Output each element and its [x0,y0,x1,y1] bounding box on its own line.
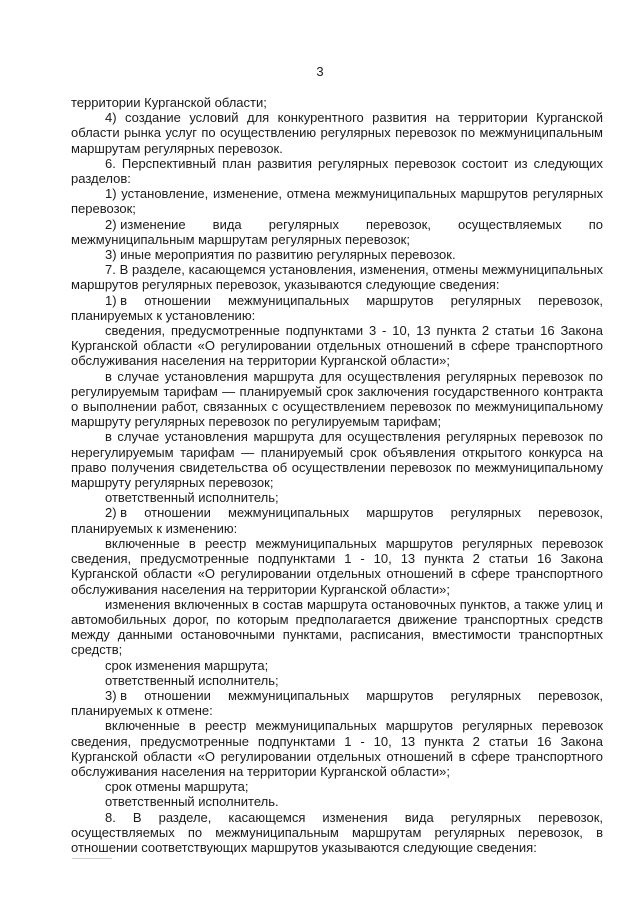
word: перевозок, [538,292,603,308]
paragraph-cancel-deadline: срок отмены маршрута; [105,779,249,795]
paragraph-subitem-2-rest: планируемых к изменению: [71,520,238,536]
paragraph-subitem-1-rest: планируемых к установлению: [71,307,256,323]
word: отношении [144,687,211,703]
paragraph-subitem-2-line [71,505,603,520]
paragraph-item-3-sections: 3) иные мероприятия по развитию регулярных перевозок. [105,247,456,263]
word: 1) в [105,292,128,308]
scan-artifact [72,858,112,859]
paragraph-item-1-sections: 1) установление, изменение, отмена межмуниципальных маршрутов регулярных перевозок; [71,186,603,217]
word: межмуниципальных [227,292,350,308]
word: перевозок, [366,216,431,232]
paragraph-regulated-tariffs: в случае установления маршрута для осуществления регулярных перевозок по регулируемым тарифам — планируемый срок заключения государственного контракта о выполнении работ, связанных с осуществлением перевозок по межмуниципальному маршруту регулярных перевозок по регулируемым тарифам; [71,368,603,430]
paragraph-item-2-sections-rest: межмуниципальным маршрутам регулярных перевозок; [71,231,410,247]
paragraph-subitem-3-line [71,688,603,703]
paragraph-subitem-1-line [71,293,603,308]
word: регулярных [268,216,339,232]
word: перевозок, [538,505,603,521]
paragraph-section-7: 7. В разделе, касающемся установления, изменения, отмены межмуниципальных маршрутов регулярных перевозок, указываются следующие сведения: [71,262,603,293]
word: вида [212,216,242,232]
page-number: 3 [316,64,324,79]
document-body [71,95,603,855]
word: отношении [144,292,211,308]
paragraph-section-6: 6. Перспективный план развития регулярных перевозок состоит из следующих разделов: [71,155,603,187]
word: маршрутов [366,292,434,308]
word: по [588,216,603,232]
word: перевозок, [538,687,603,703]
word: регулярных [450,292,521,308]
paragraph-change-deadline: срок изменения маршрута; [105,657,269,673]
word: межмуниципальных [227,687,350,703]
paragraph-continuation: территории Курганской области; [71,95,267,110]
word: отношении [144,505,211,521]
paragraph-info-change: включенные в реестр межмуниципальных маршрутов регулярных перевозок сведения, предусмотренные подпунктами 1 - 10, 13 пункта 2 статьи 16 Закона Курганской области «О регулировании отдельных отношений в сфере транспортного обслуживания населения на территории Курганской области»; [71,535,603,597]
word: регулярных [450,687,521,703]
paragraph-stop-changes: изменения включенных в состав маршрута остановочных пунктов, а также улиц и автомобильных дорог, по которым предполагается движение транспортных средств между данными остановочными пунктами, расписания, вместимости транспортных средств; [71,596,603,658]
paragraph-item-4: 4) создание условий для конкурентного развития на территории Курганской области рынка услуг по осуществлению регулярных перевозок по межмуниципальным маршрутам регулярных перевозок. [71,110,603,156]
paragraph-info-cancel: включенные в реестр межмуниципальных маршрутов регулярных перевозок сведения, предусмотренные подпунктами 1 - 10, 13 пункта 2 статьи 16 Закона Курганской области «О регулировании отдельных отношений в сфере транспортного обслуживания населения на территории Курганской области»; [71,718,603,779]
paragraph-responsible-2: ответственный исполнитель; [105,672,279,688]
paragraph-unregulated-tariffs: в случае установления маршрута для осуществления регулярных перевозок по нерегулируемым тарифам — планируемый срок объявления открытого конкурса на право получения свидетельства об осуществлении перевозок по межмуниципальному маршруту регулярных перевозок; [71,429,603,491]
paragraph-item-2-sections-line [71,217,603,232]
paragraph-responsible-1: ответственный исполнитель; [105,490,279,506]
word: осуществляемых [457,216,562,232]
word: маршрутов [366,687,434,703]
word: 2) изменение [105,216,186,232]
word: регулярных [450,505,521,521]
word: маршрутов [366,505,434,521]
paragraph-subitem-3-rest: планируемых к отмене: [71,703,213,719]
word: 3) в [105,687,128,703]
word: 2) в [105,505,128,521]
paragraph-section-8: 8. В разделе, касающемся изменения вида регулярных перевозок, осуществляемых по межмуниципальным маршрутам регулярных перевозок, в отношении соответствующих маршрутов указываются следующие сведения: [71,809,603,855]
word: межмуниципальных [227,505,350,521]
paragraph-responsible-3: ответственный исполнитель. [105,794,279,810]
paragraph-info-establish: сведения, предусмотренные подпунктами 3 - 10, 13 пункта 2 статьи 16 Закона Курганской области «О регулировании отдельных отношений в сфере транспортного обслуживания населения на территории Курганской области»; [71,323,603,369]
